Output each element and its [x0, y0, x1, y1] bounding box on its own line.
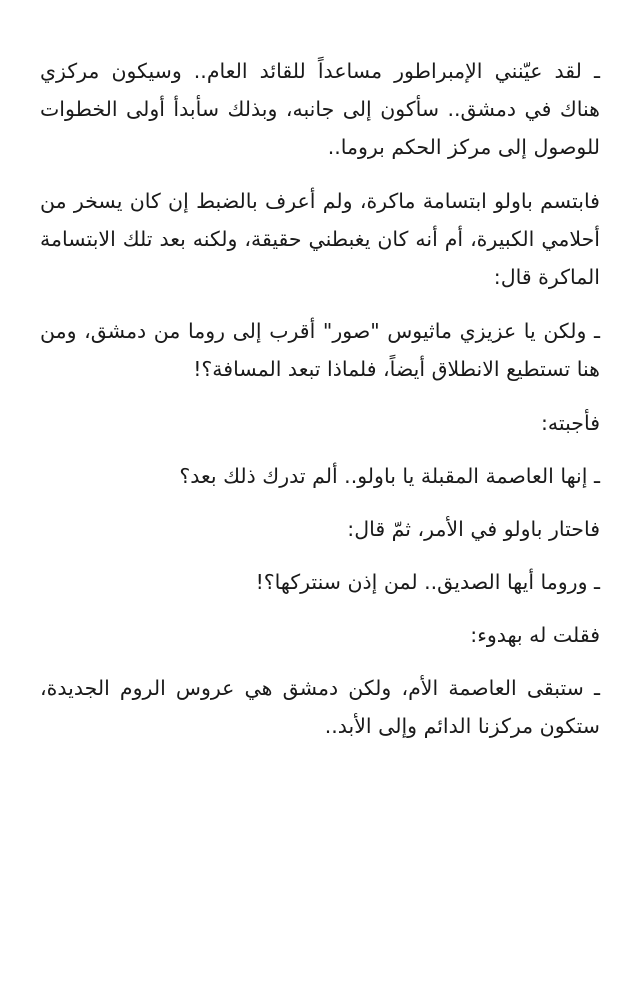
paragraph-5: ـ إنها العاصمة المقبلة يا باولو.. ألم تدرك ذلك بعد؟ — [179, 464, 600, 488]
paragraph-1: ـ لقد عيّنني الإمبراطور مساعداً للقائد العام.. وسيكون مركزي هناك في دمشق.. سأكون إلى جانبه، وبذلك سأبدأ أولى الخطوات للوصول إلى مركز الحكم بروما.. — [40, 59, 600, 159]
paragraph-3: ـ ولكن يا عزيزي ماثيوس "صور" أقرب إلى روما من دمشق، ومن هنا تستطيع الانطلاق أيضاً، فلماذا تبعد المسافة؟! — [40, 319, 600, 381]
paragraph-2: فابتسم باولو ابتسامة ماكرة، ولم أعرف بالضبط إن كان يسخر من أحلامي الكبيرة، أم أنه كان يغبطني حقيقة، ولكنه بعد تلك الابتسامة الماكرة قال: — [40, 189, 600, 289]
paragraph-9: ـ ستبقى العاصمة الأم، ولكن دمشق هي عروس الروم الجديدة، ستكون مركزنا الدائم وإلى الأبد.. — [40, 676, 600, 738]
paragraph-4: فأجبته: — [541, 411, 600, 435]
paragraph-6: فاحتار باولو في الأمر، ثمّ قال: — [347, 517, 600, 541]
paragraph-7: ـ وروما أيها الصديق.. لمن إذن سنتركها؟! — [255, 570, 600, 594]
text-column — [40, 52, 600, 745]
paragraph-8: فقلت له بهدوء: — [470, 623, 600, 647]
